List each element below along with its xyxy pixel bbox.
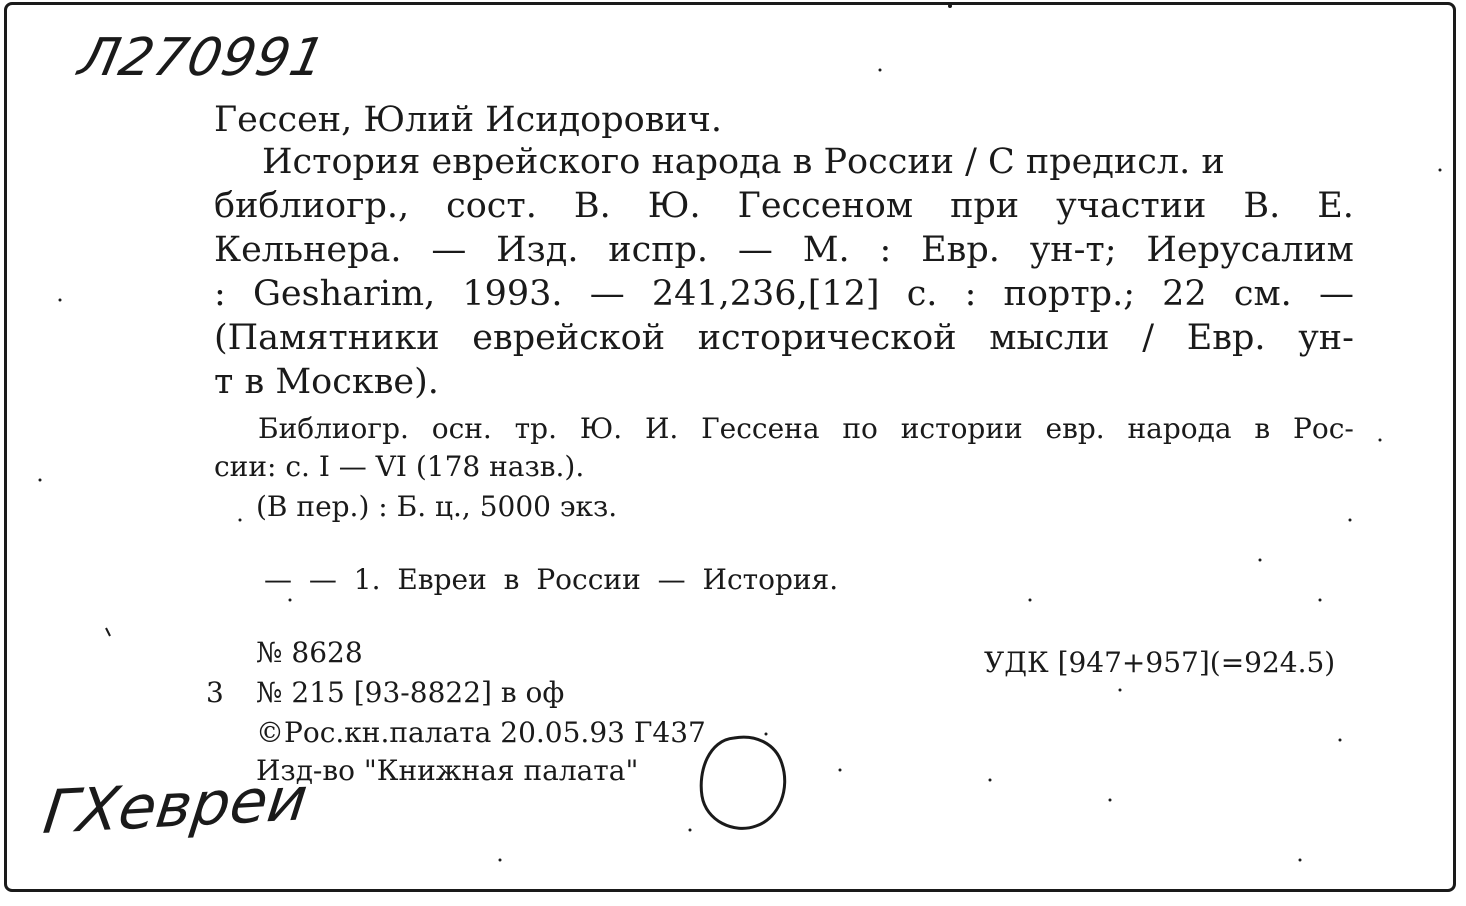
title-line [214, 316, 1354, 360]
title-word: Евр. [921, 230, 1000, 270]
title-word: : [879, 230, 892, 270]
note-word: сии: с. I — VI (178 назв.). [214, 450, 585, 483]
note-word: народа [1127, 412, 1232, 445]
title-word: Gesharim, [252, 274, 436, 314]
note-word: И. [644, 412, 679, 445]
note-word: осн. [431, 412, 492, 445]
title-word: 22 [1162, 274, 1207, 314]
title-word: с. [906, 274, 938, 314]
title-word: : [964, 274, 977, 314]
publisher-line: Изд-во "Книжная палата" [256, 754, 639, 787]
title-word: 241,236,[12] [651, 274, 880, 314]
title-word: испр. [608, 230, 709, 270]
title-word: участии [1056, 186, 1207, 226]
title-word: Ю. [647, 186, 701, 226]
title-word: исторической [697, 318, 957, 358]
title-line [214, 228, 1354, 272]
title-word: Иерусалим [1146, 230, 1354, 270]
title-description [214, 140, 1354, 404]
title-word: / [1142, 318, 1155, 358]
title-word: (Памятники [214, 318, 440, 358]
title-word: — [431, 230, 467, 270]
title-line [214, 272, 1354, 316]
title-word: при [950, 186, 1020, 226]
note-word: Гессена [701, 412, 820, 445]
note-word: истории [900, 412, 1023, 445]
note-word: в [1254, 412, 1271, 445]
title-word: сост. [446, 186, 537, 226]
note-word: Библиогр. [258, 412, 409, 445]
note-line [214, 448, 1354, 486]
author-heading: Гессен, Юлий Исидорович. [214, 100, 723, 140]
title-word: В. [573, 186, 611, 226]
title-word: — [737, 230, 773, 270]
title-word: : [214, 274, 226, 314]
title-word: История еврейского народа в России / С предисл. и [262, 142, 1225, 182]
book-chamber-line: ©Рос.кн.палата 20.05.93 Г437 [256, 716, 706, 749]
registration-line: № 215 [93-8822] в оф [256, 676, 565, 709]
udk-classification: УДК [947+957](=924.5) [984, 646, 1336, 679]
title-line [214, 360, 1354, 404]
title-word: портр.; [1003, 274, 1136, 314]
title-word: Е. [1317, 186, 1354, 226]
title-word: мысли [989, 318, 1110, 358]
title-word: В. [1243, 186, 1281, 226]
title-word: см. [1233, 274, 1292, 314]
bibliography-note [214, 410, 1354, 486]
title-word: — [1318, 274, 1354, 314]
handwritten-subject-note: ГХевреи [39, 764, 312, 848]
title-word: М. [802, 230, 850, 270]
title-word: Евр. [1186, 318, 1266, 358]
handwritten-call-number: Л270991 [73, 28, 331, 88]
note-line [214, 410, 1354, 448]
title-word: т в Москве). [214, 362, 439, 402]
note-word: по [842, 412, 878, 445]
note-word: Рос- [1293, 412, 1354, 445]
title-word: — [589, 274, 625, 314]
title-line [214, 140, 1354, 184]
title-line [214, 184, 1354, 228]
title-word: Изд. [496, 230, 579, 270]
note-word: тр. [514, 412, 557, 445]
binding-price-note: (В пер.) : Б. ц., 5000 экз. [256, 490, 618, 523]
series-digit: 3 [206, 676, 224, 709]
hole-circle-mark [694, 726, 794, 836]
record-number: № 8628 [256, 636, 363, 669]
title-word: Кельнера. [214, 230, 402, 270]
title-word: ун- [1298, 318, 1354, 358]
title-word: Гессеном [737, 186, 914, 226]
title-word: еврейской [472, 318, 666, 358]
title-word: 1993. [462, 274, 563, 314]
subject-tracing: — — 1. Евреи в России — История. [264, 563, 839, 596]
title-word: библиогр., [214, 186, 410, 226]
title-word: ун-т; [1029, 230, 1117, 270]
note-word: Ю. [579, 412, 623, 445]
note-word: евр. [1045, 412, 1105, 445]
